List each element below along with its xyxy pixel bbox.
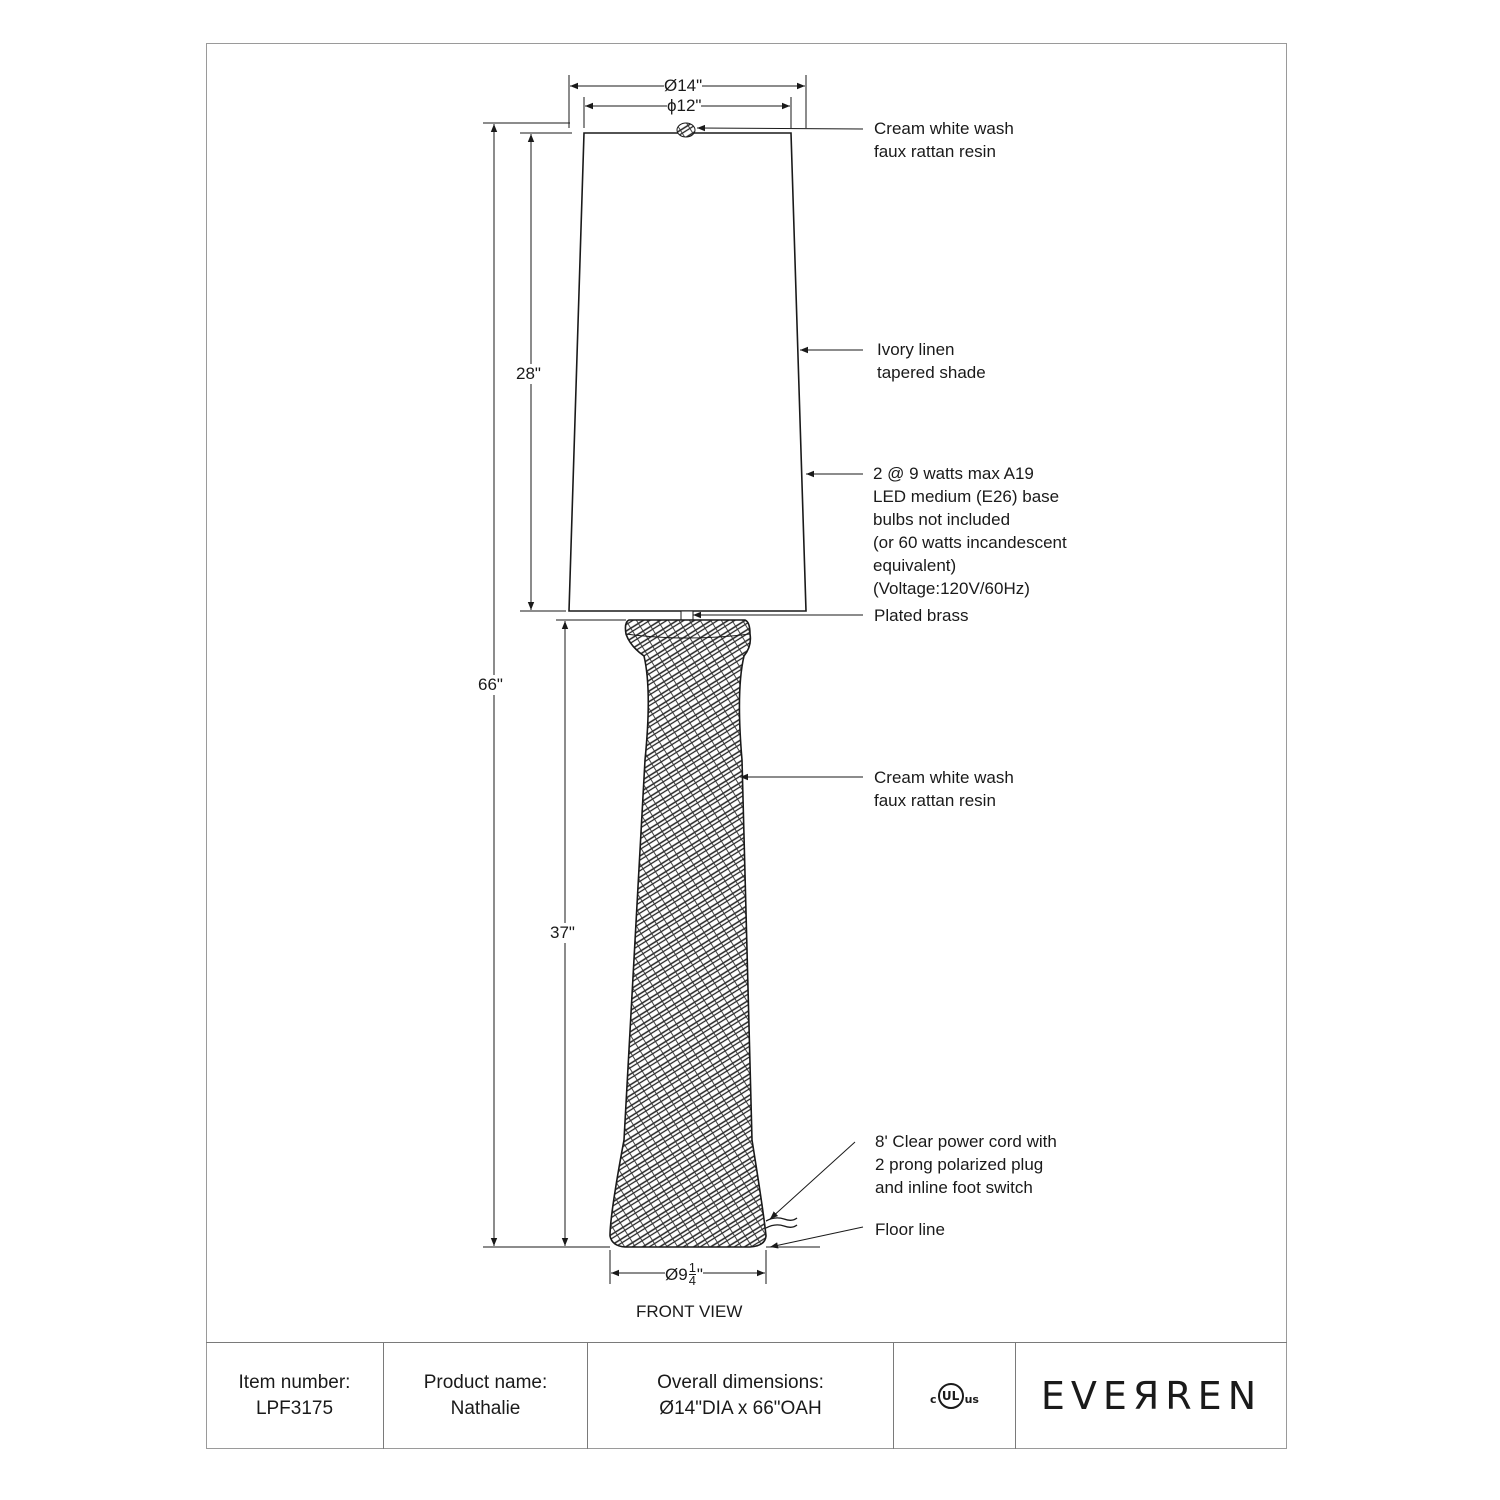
ul-mark-text: UL bbox=[941, 1389, 960, 1403]
dim-outer-label: Ø14" bbox=[664, 76, 703, 95]
callout-finial bbox=[874, 117, 1014, 163]
callout-shade-line1: Ivory linen bbox=[877, 340, 955, 359]
dim-foot-label bbox=[665, 1262, 703, 1287]
callout-body-line1: Cream white wash bbox=[874, 768, 1014, 787]
callout-body-line2: faux rattan resin bbox=[874, 791, 996, 810]
callout-shade-line2: tapered shade bbox=[877, 363, 986, 382]
callout-cord bbox=[875, 1130, 1057, 1199]
callout-finial-line1: Cream white wash bbox=[874, 119, 1014, 138]
brand-cell bbox=[1016, 1343, 1287, 1449]
certification-cell bbox=[894, 1343, 1016, 1449]
dim-inner-label: ϕ12" bbox=[667, 96, 702, 115]
lamp-body bbox=[610, 620, 766, 1247]
dim-foot-den: 4 bbox=[688, 1273, 696, 1288]
dim-foot-fraction bbox=[689, 1262, 696, 1287]
callout-finial-line2: faux rattan resin bbox=[874, 142, 996, 161]
dim-foot-whole: Ø9 bbox=[665, 1264, 688, 1284]
callout-floor bbox=[875, 1218, 945, 1241]
dim-overall-label: 66" bbox=[478, 675, 503, 694]
overall-dimensions-value: Ø14"DIA x 66"OAH bbox=[659, 1398, 822, 1419]
view-label: FRONT VIEW bbox=[636, 1302, 743, 1321]
product-name-value: Nathalie bbox=[450, 1398, 521, 1419]
finial bbox=[677, 123, 695, 137]
callout-cord-line3: and inline foot switch bbox=[875, 1178, 1033, 1197]
item-number-value: LPF3175 bbox=[255, 1398, 334, 1419]
dim-foot-unit: " bbox=[696, 1264, 703, 1284]
item-number-label: Item number: bbox=[238, 1372, 351, 1393]
callout-bulbs bbox=[873, 462, 1067, 600]
brand-logo: EVEЯREN bbox=[1040, 1374, 1263, 1418]
callout-bulbs-line2: LED medium (E26) base bbox=[873, 487, 1060, 506]
overall-dimensions-cell bbox=[588, 1343, 894, 1449]
callout-floor-line1: Floor line bbox=[875, 1220, 945, 1239]
dim-shade-label: 28" bbox=[516, 364, 541, 383]
callout-cord-line2: 2 prong polarized plug bbox=[875, 1155, 1044, 1174]
overall-dimensions-label: Overall dimensions: bbox=[657, 1372, 824, 1393]
callout-bulbs-line6: (Voltage:120V/60Hz) bbox=[873, 579, 1030, 598]
ul-us-mark: us bbox=[964, 1393, 979, 1406]
item-number-cell bbox=[206, 1343, 384, 1449]
ul-circle bbox=[938, 1383, 964, 1409]
title-block bbox=[206, 1342, 1287, 1449]
ul-listing-icon bbox=[930, 1379, 979, 1413]
ul-c-mark: c bbox=[930, 1393, 937, 1406]
callout-shade bbox=[877, 338, 986, 384]
callout-cord-line1: 8' Clear power cord with bbox=[875, 1132, 1057, 1151]
callout-bulbs-line4: (or 60 watts incandescent bbox=[873, 533, 1067, 552]
callout-neck bbox=[874, 604, 969, 627]
callout-bulbs-line1: 2 @ 9 watts max A19 bbox=[873, 464, 1034, 483]
lamp-shade bbox=[569, 133, 806, 611]
product-name-label: Product name: bbox=[423, 1372, 548, 1393]
dim-base-label: 37" bbox=[550, 923, 575, 942]
dim-foot-num: 1 bbox=[688, 1260, 696, 1275]
callout-body bbox=[874, 766, 1014, 812]
brass-neck bbox=[681, 611, 693, 620]
callout-bulbs-line3: bulbs not included bbox=[873, 510, 1011, 529]
callout-bulbs-line5: equivalent) bbox=[873, 556, 957, 575]
product-name-cell bbox=[384, 1343, 588, 1449]
callout-neck-line1: Plated brass bbox=[874, 606, 969, 625]
